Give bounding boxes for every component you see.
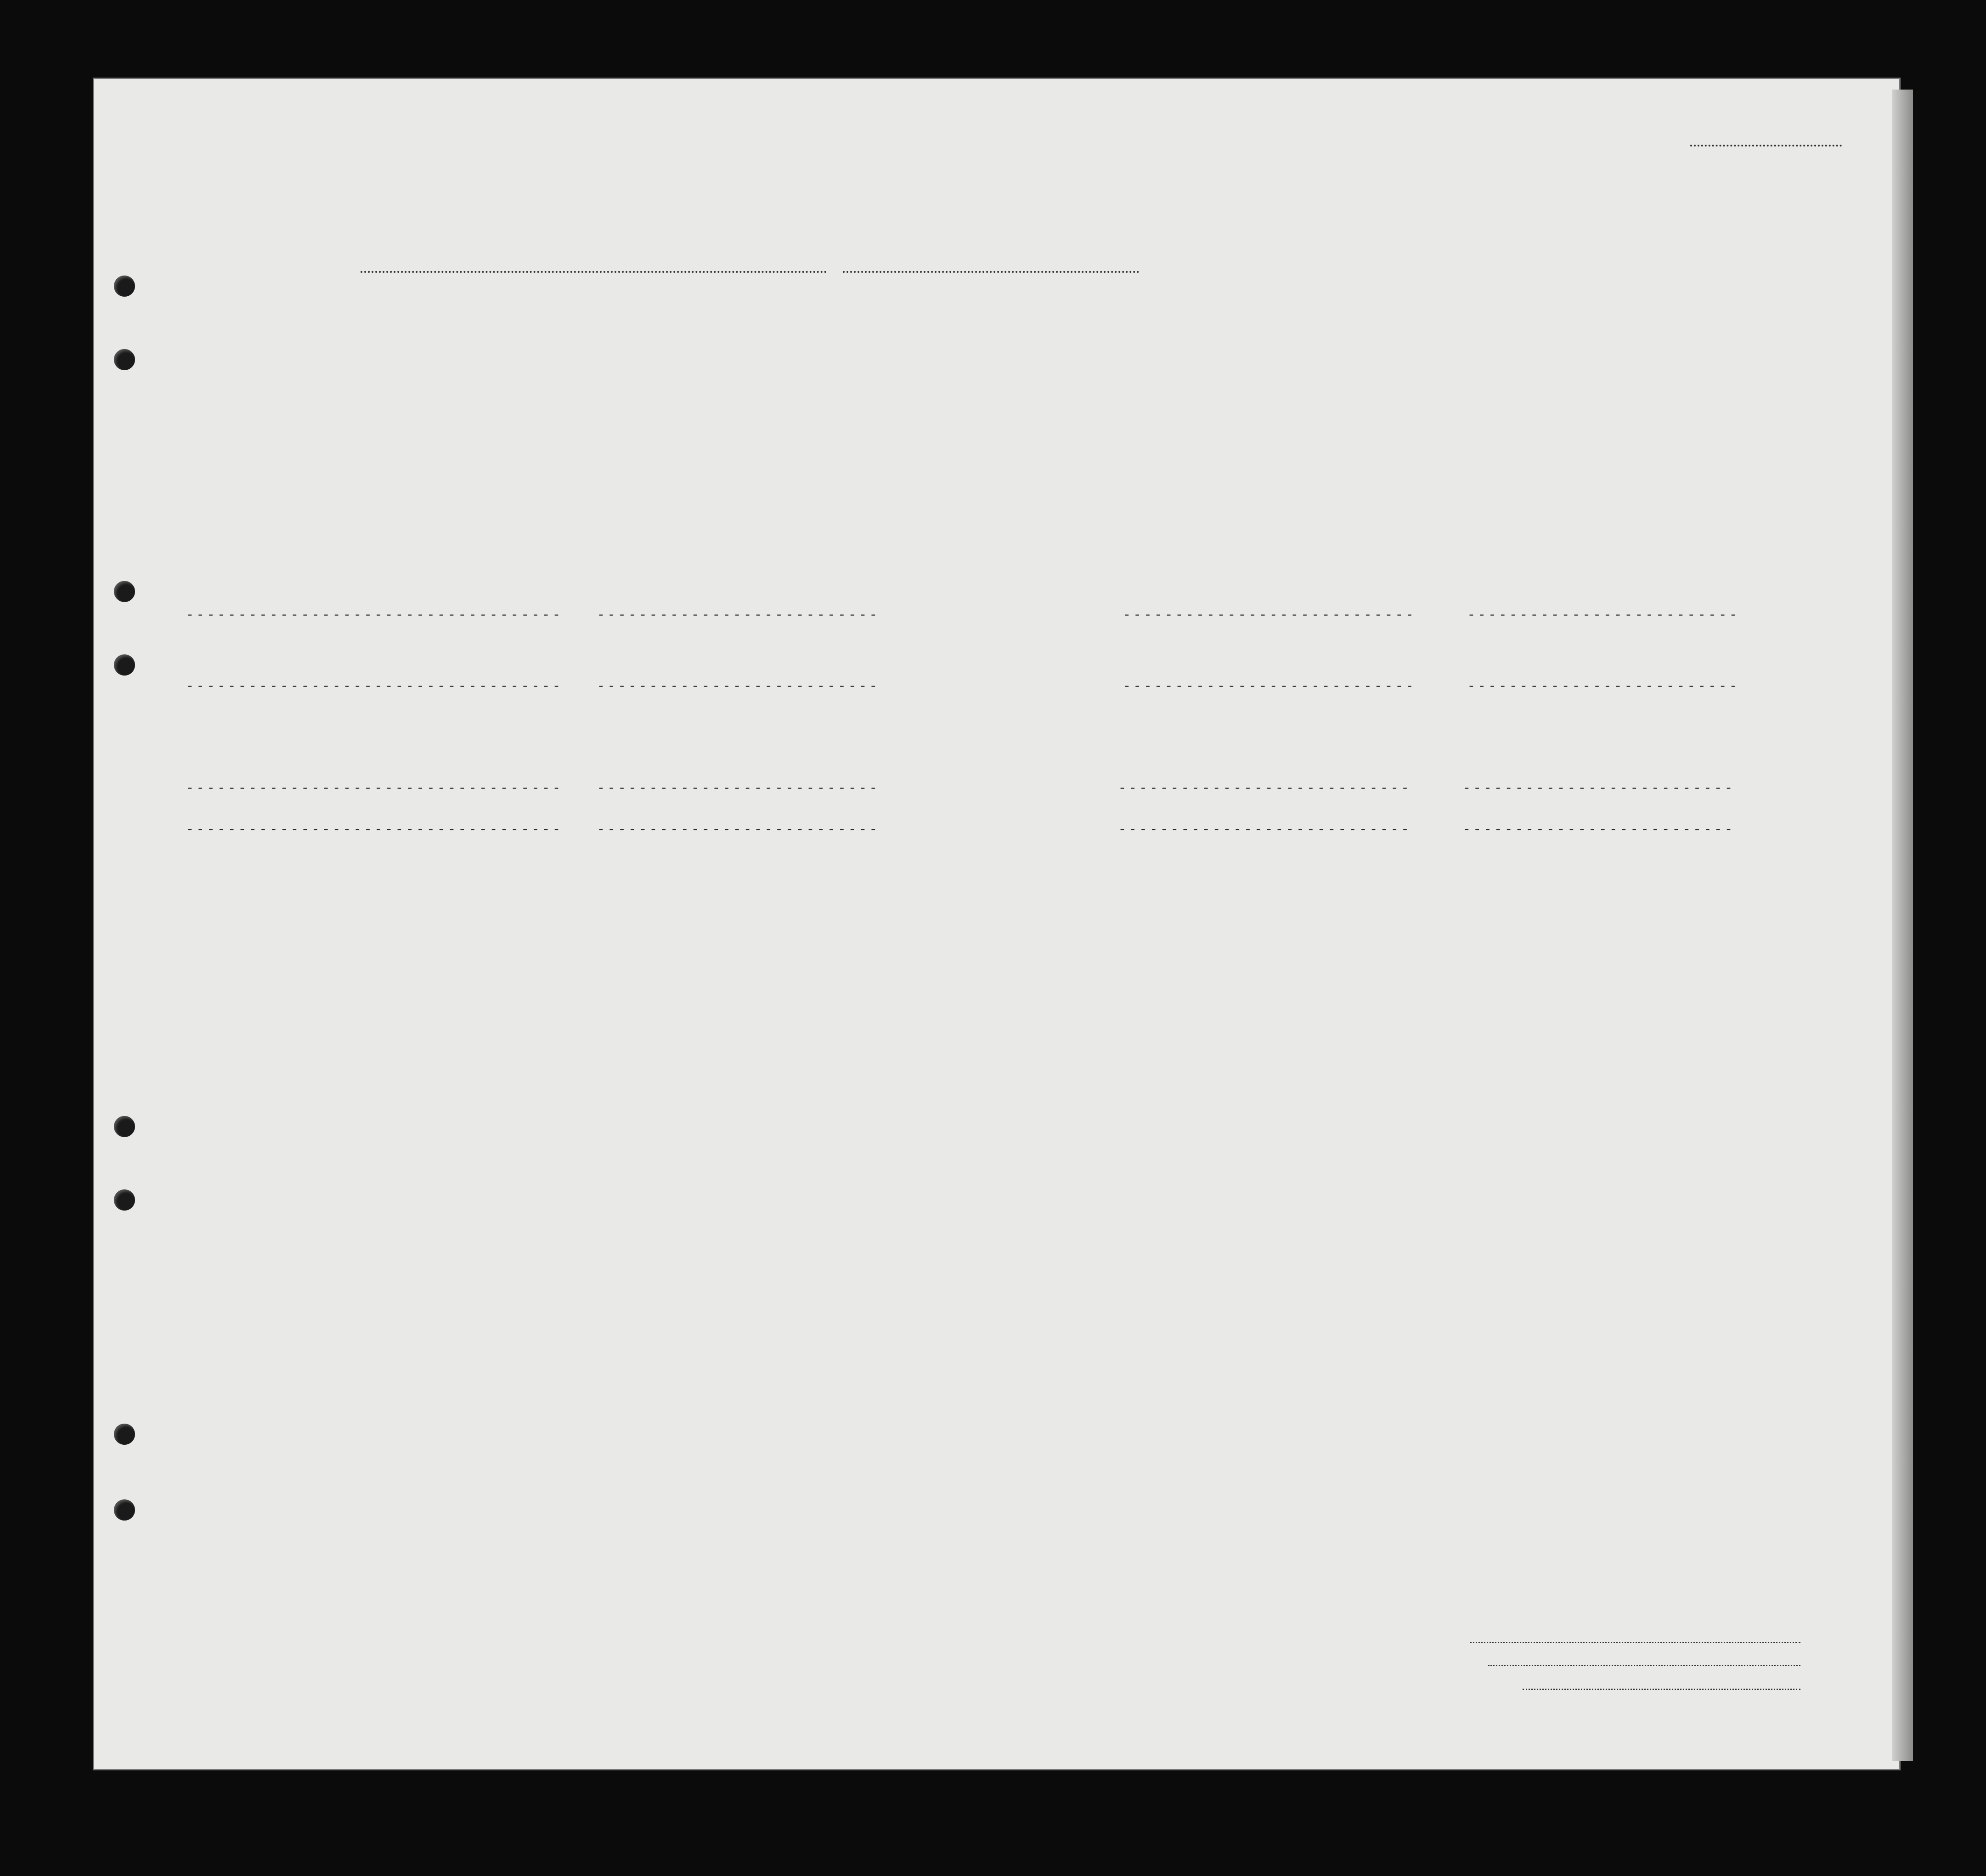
row9-dashes-mid: --------------------------- [597,782,880,796]
row10-dashes-far: -------------------------- [1463,823,1735,837]
row10-dashes-right: ---------------------------- [1118,823,1412,837]
footer-owners-field [1488,1665,1800,1666]
footer-line-field [1470,1642,1800,1643]
row6-dashes-far: -------------------------- [1467,680,1740,694]
row4-dashes-left: ------------------------------------ [186,608,563,623]
footer-local-agents-field [1523,1689,1800,1690]
row6-dashes-mid: --------------------------- [597,680,880,694]
row9-dashes-right: ---------------------------- [1118,782,1412,796]
row4-dashes-far: -------------------------- [1467,608,1740,623]
row9-dashes-far: -------------------------- [1463,782,1735,796]
row4-dashes-right: ---------------------------- [1123,608,1416,623]
row10-dashes-mid: --------------------------- [597,823,880,837]
row6-dashes-left: ------------------------------------ [186,680,563,694]
row6-dashes-right: ---------------------------- [1123,680,1416,694]
row4-dashes-mid: --------------------------- [597,608,880,623]
row10-dashes-left: ------------------------------------ [186,823,563,837]
row9-dashes-left: ------------------------------------ [186,782,563,796]
